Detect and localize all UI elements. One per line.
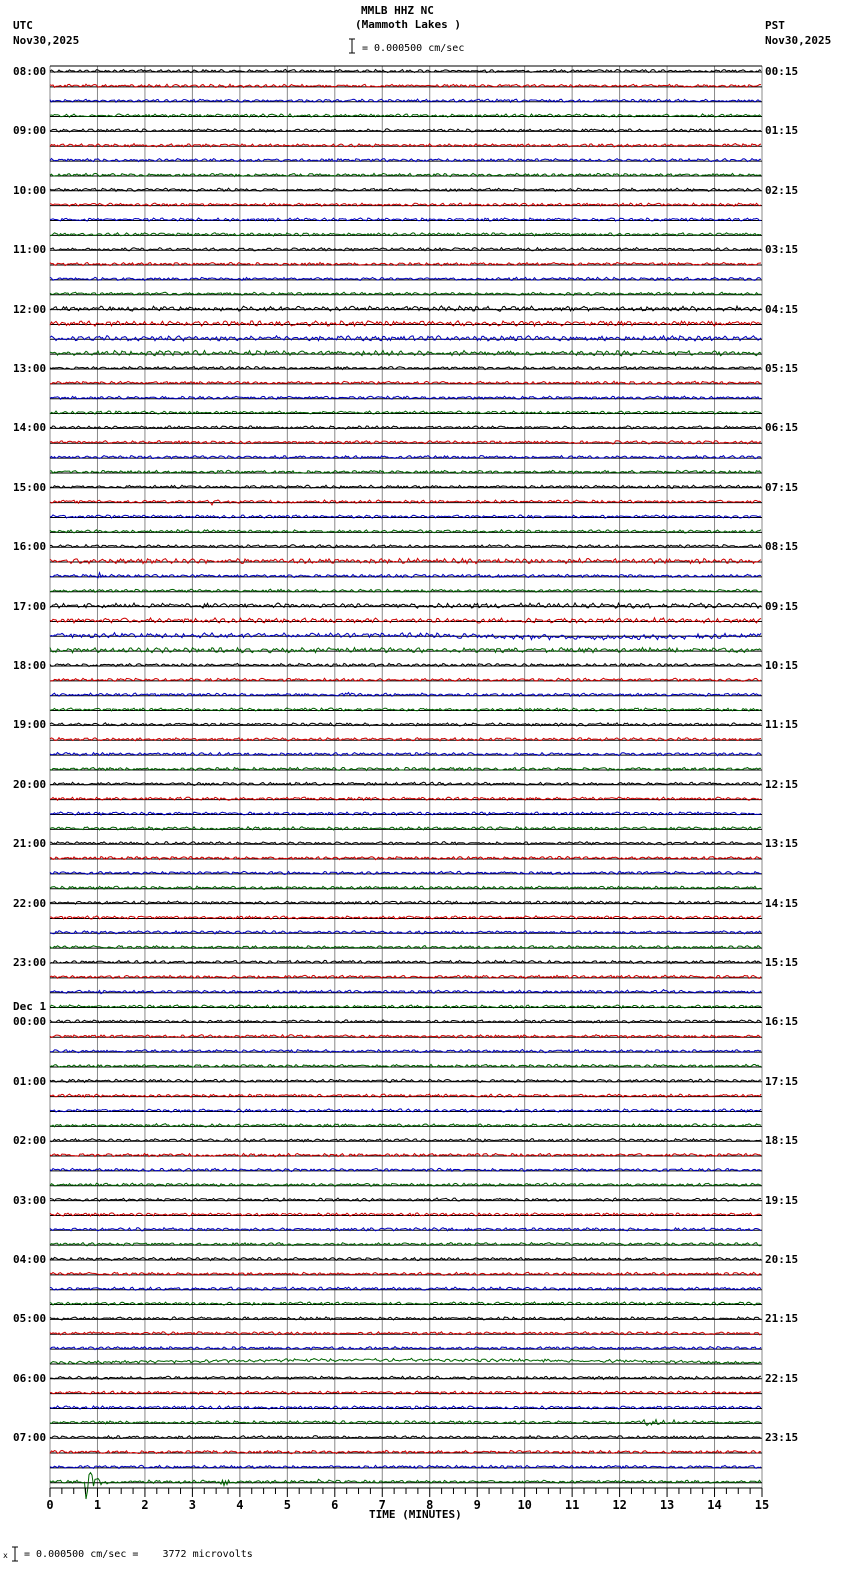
x-tick-label: 1 [93, 1498, 102, 1512]
pst-hour-label: 02:15 [765, 183, 799, 197]
pst-hour-label: 15:15 [765, 956, 799, 969]
utc-hour-label: 00:00 [13, 1015, 47, 1029]
pst-hour-label: 07:15 [765, 480, 799, 494]
pst-hour-label: 17:15 [765, 1074, 799, 1088]
x-tick-label: 9 [473, 1498, 481, 1512]
footer-marker: x [3, 1551, 8, 1560]
pst-hour-label: 11:15 [765, 718, 799, 732]
pst-hour-label: 06:15 [765, 421, 799, 435]
utc-hour-label: 15:00 [13, 480, 47, 494]
utc-hour-label: 18:00 [13, 659, 47, 672]
left-date: Nov30,2025 [13, 34, 80, 47]
x-tick-label: 5 [283, 1498, 291, 1512]
utc-hour-label: 03:00 [13, 1193, 47, 1207]
pst-hour-label: 05:15 [765, 362, 799, 375]
x-tick-label: 13 [659, 1498, 675, 1512]
x-tick-label: 6 [331, 1498, 339, 1512]
utc-hour-label: 17:00 [13, 599, 47, 613]
station-title: MMLB HHZ NC [361, 4, 434, 17]
right-date: Nov30,2025 [765, 34, 832, 47]
pst-hour-label: 22:15 [765, 1371, 799, 1385]
x-tick-label: 10 [517, 1498, 532, 1512]
utc-hour-label: 09:00 [13, 124, 47, 138]
x-tick-label: 2 [141, 1498, 149, 1512]
utc-hour-label: 14:00 [13, 421, 47, 435]
seismic-traces [50, 69, 762, 1499]
utc-hour-label: 01:00 [13, 1074, 47, 1088]
x-tick-label: 4 [236, 1498, 244, 1512]
utc-hour-label: 07:00 [13, 1431, 47, 1445]
footer-scale-bar-icon [12, 1547, 18, 1561]
pst-hour-label: 14:15 [765, 896, 799, 910]
x-tick-label: 0 [46, 1498, 54, 1512]
utc-hour-label: 06:00 [13, 1371, 47, 1385]
station-location: (Mammoth Lakes ) [355, 18, 461, 31]
utc-hour-label: 16:00 [13, 540, 47, 554]
pst-hour-label: 21:15 [765, 1312, 799, 1326]
pst-hour-label: 20:15 [765, 1253, 799, 1266]
right-timezone: PST [765, 19, 785, 32]
pst-hour-label: 16:15 [765, 1015, 799, 1029]
scale-label: = 0.000500 cm/sec [362, 43, 465, 54]
pst-hour-label: 13:15 [765, 837, 799, 851]
utc-hour-label: 19:00 [13, 718, 47, 732]
date-change-label: Dec 1 [13, 1000, 47, 1014]
x-tick-label: 11 [564, 1498, 580, 1512]
utc-hour-label: 10:00 [13, 183, 47, 197]
footer-scale-label: = 0.000500 cm/sec = 3772 microvolts [24, 1549, 253, 1560]
pst-hour-label: 10:15 [765, 659, 799, 672]
pst-hour-label: 04:15 [765, 302, 799, 316]
pst-hour-label: 18:15 [765, 1134, 799, 1148]
utc-hour-label: 20:00 [13, 777, 47, 791]
pst-hour-label: 19:15 [765, 1193, 799, 1207]
utc-hour-label: 13:00 [13, 362, 47, 375]
utc-hour-label: 23:00 [13, 956, 47, 969]
left-timezone: UTC [13, 19, 33, 32]
x-axis-label: TIME (MINUTES) [369, 1508, 462, 1521]
pst-hour-label: 00:15 [765, 65, 799, 78]
x-tick-label: 8 [426, 1498, 434, 1512]
pst-hour-label: 23:15 [765, 1431, 799, 1445]
pst-hour-label: 03:15 [765, 243, 799, 257]
x-tick-label: 3 [188, 1498, 197, 1512]
scale-bar-icon [349, 39, 355, 53]
utc-hour-label: 11:00 [13, 243, 47, 257]
x-tick-label: 12 [612, 1498, 627, 1512]
x-tick-label: 14 [707, 1498, 722, 1512]
utc-hour-label: 02:00 [13, 1134, 47, 1148]
utc-hour-label: 22:00 [13, 896, 47, 910]
x-tick-label: 15 [754, 1498, 770, 1512]
utc-hour-label: 04:00 [13, 1253, 47, 1266]
pst-hour-label: 08:15 [765, 540, 799, 554]
utc-hour-label: 12:00 [13, 302, 47, 316]
pst-hour-label: 12:15 [765, 777, 799, 791]
utc-hour-label: 05:00 [13, 1312, 47, 1326]
x-tick-label: 7 [378, 1498, 386, 1512]
pst-hour-label: 01:15 [765, 124, 799, 138]
pst-hour-label: 09:15 [765, 599, 799, 613]
utc-hour-label: 08:00 [13, 65, 47, 78]
utc-hour-label: 21:00 [13, 837, 47, 851]
